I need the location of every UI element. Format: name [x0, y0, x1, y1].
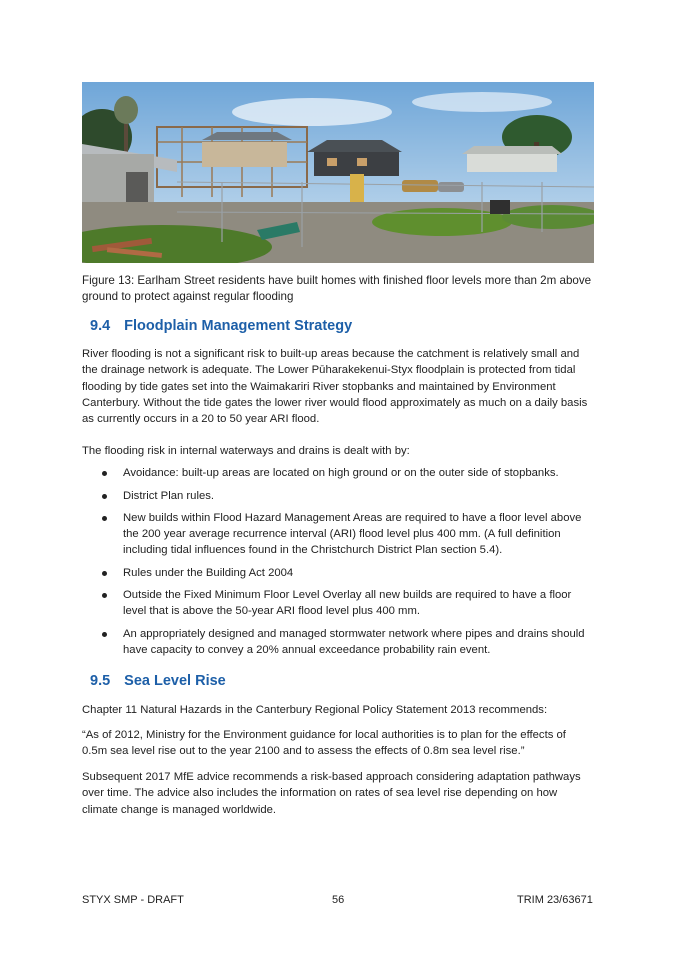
section-heading-9-4 [90, 318, 352, 334]
paragraph-river-flooding: River flooding is not a significant risk to built-up areas because the catchment is relatively small and the drainage network is adequate. The Lower Pūharakekenui-Styx floodplain is protected from tidal flooding by tide gates set into the Waimakariri River stopbanks and maintained by Environment Canterbury. Without the tide gates the lower river would flood approximately as much on a daily basis as currently occurs in a 20 to 50 year ARI flood. [82, 348, 588, 426]
section-title: Floodplain Management Strategy [124, 318, 353, 334]
section-heading-9-5 [90, 673, 226, 689]
page-number: 56 [332, 894, 345, 906]
paragraph-flooding-risk-intro: The flooding risk in internal waterways and drains is dealt with by: [82, 445, 410, 457]
flood-measures-list [82, 465, 594, 664]
figure-photo-construction-site [82, 82, 594, 263]
list-item: Outside the Fixed Minimum Floor Level Overlay all new builds are required to have a floor level that is above the 50-year ARI flood level plus 400 mm. [82, 587, 594, 619]
section-number: 9.4 [90, 318, 111, 334]
figure-caption: Figure 13: Earlham Street residents have built homes with finished floor levels more than 2m above ground to protect against regular flooding [82, 274, 592, 303]
photo-illustration [82, 82, 594, 263]
list-item: District Plan rules. [82, 488, 594, 504]
section-number: 9.5 [90, 673, 111, 689]
paragraph-2017-advice: Subsequent 2017 MfE advice recommends a risk-based approach considering adaptation pathways over time. The advice also includes the information on rates of sea level rise depending on how climate change is managed worldwide. [82, 771, 581, 816]
list-item: New builds within Flood Hazard Management Areas are required to have a floor level above the 200 year average recurrence interval (ARI) flood level plus 400 mm. (A full definition including tidal influences found in the Christchurch District Plan section 5.4). [82, 510, 594, 558]
list-item: An appropriately designed and managed stormwater network where pipes and drains should have capacity to convey a 20% annual exceedance probability rain event. [82, 626, 594, 658]
quote-mfe-guidance: “As of 2012, Ministry for the Environment guidance for local authorities is to plan for the effects of 0.5m sea level rise out to the year 2100 and to assess the effects of 0.8m sea level rise.” [82, 729, 566, 758]
footer-document-title: STYX SMP - DRAFT [82, 894, 184, 906]
paragraph-chapter-11: Chapter 11 Natural Hazards in the Canterbury Regional Policy Statement 2013 recommends: [82, 704, 548, 716]
section-title: Sea Level Rise [124, 673, 226, 689]
list-item: Avoidance: built-up areas are located on high ground or on the outer side of stopbanks. [82, 465, 594, 481]
list-item: Rules under the Building Act 2004 [82, 565, 594, 581]
footer-trim-reference: TRIM 23/63671 [517, 894, 593, 906]
